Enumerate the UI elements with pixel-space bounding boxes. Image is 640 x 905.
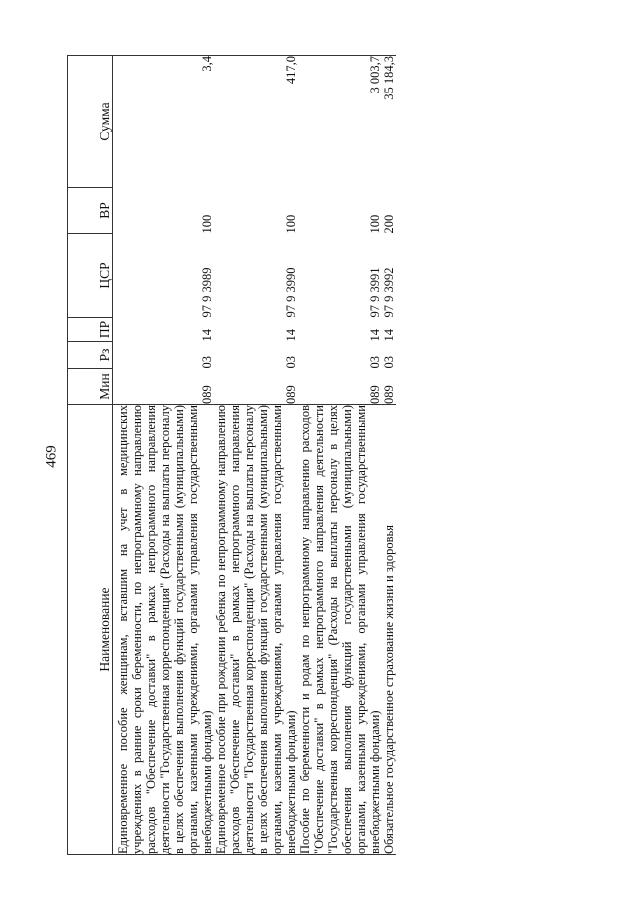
row-min: 089 — [284, 385, 298, 404]
row-csr: 97 9 3991 — [368, 267, 382, 318]
header-min: Мин — [68, 369, 113, 405]
row-vr: 100 — [284, 214, 298, 234]
row-sum: 35 184,3 — [382, 56, 396, 188]
row-rz: 03 — [200, 356, 214, 369]
page-number: 469 — [43, 445, 60, 468]
row-rz: 03 — [382, 356, 396, 369]
row-name: Единовременное пособие женщинам, вставшим на учет в медицинских учреждениях в ранние сроки беременности, по непрограммному направлению расходов "Обеспечение доставки" в рамках непрограммного направления деятельности "Государственная корреспонденция" (Расходы на выплаты персоналу в целях обеспечения выполнения функций государственными (муниципальными) органами, казенными учреждениями, органами управления государственными внебюджетными фондами) — [113, 405, 215, 855]
row-csr: 97 9 3990 — [284, 267, 298, 318]
row-pr: 14 — [284, 329, 298, 342]
header-pr: ПР — [68, 318, 113, 342]
row-csr: 97 9 3992 — [382, 267, 396, 318]
row-sum: 417,0 — [214, 56, 298, 188]
table-row — [298, 56, 382, 855]
row-vr: 100 — [200, 214, 214, 234]
row-vr: 200 — [382, 214, 396, 234]
header-name: Наименование — [68, 405, 113, 855]
budget-table — [67, 55, 396, 855]
row-name: Обязательное государственное страхование жизни и здоровья — [382, 405, 396, 855]
row-vr: 100 — [368, 214, 382, 234]
row-name: Пособие по беременности и родам по непрограммному направлению расходов "Обеспечение доставки" в рамках непрограммного направления деятельности "Государственная корреспонденция" (Расходы на выплаты персоналу в целях обеспечения выполнения функций государственными (муниципальными) органами, казенными учреждениями, органами управления государственными внебюджетными фондами) — [298, 405, 382, 854]
row-min: 089 — [368, 385, 382, 404]
table-header-row — [68, 56, 113, 855]
table-row — [113, 56, 215, 855]
header-csr: ЦСР — [68, 234, 113, 318]
header-rz: Рз — [68, 342, 113, 369]
row-rz: 03 — [368, 356, 382, 369]
table-row — [214, 56, 298, 855]
row-pr: 14 — [200, 329, 214, 342]
row-min: 089 — [200, 385, 214, 404]
row-min: 089 — [382, 385, 396, 404]
row-rz: 03 — [284, 356, 298, 369]
table-row — [382, 56, 396, 855]
header-sum: Сумма — [68, 56, 113, 188]
row-pr: 14 — [382, 329, 396, 342]
row-sum: 3 003,7 — [298, 56, 382, 188]
row-csr: 97 9 3989 — [200, 267, 214, 318]
header-vr: ВР — [68, 188, 113, 234]
row-pr: 14 — [368, 329, 382, 342]
row-name: Единовременное пособие при рождении ребенка по непрограммному направлению расходов "Обеспечение доставки" в рамках непрограммного направления деятельности "Государственная корреспонденция" (Расходы на выплаты персоналу в целях обеспечения выполнения функций государственными (муниципальными) органами, казенными учреждениями, органами управления государственными внебюджетными фондами) — [214, 405, 298, 854]
row-sum: 3,4 — [113, 56, 215, 188]
